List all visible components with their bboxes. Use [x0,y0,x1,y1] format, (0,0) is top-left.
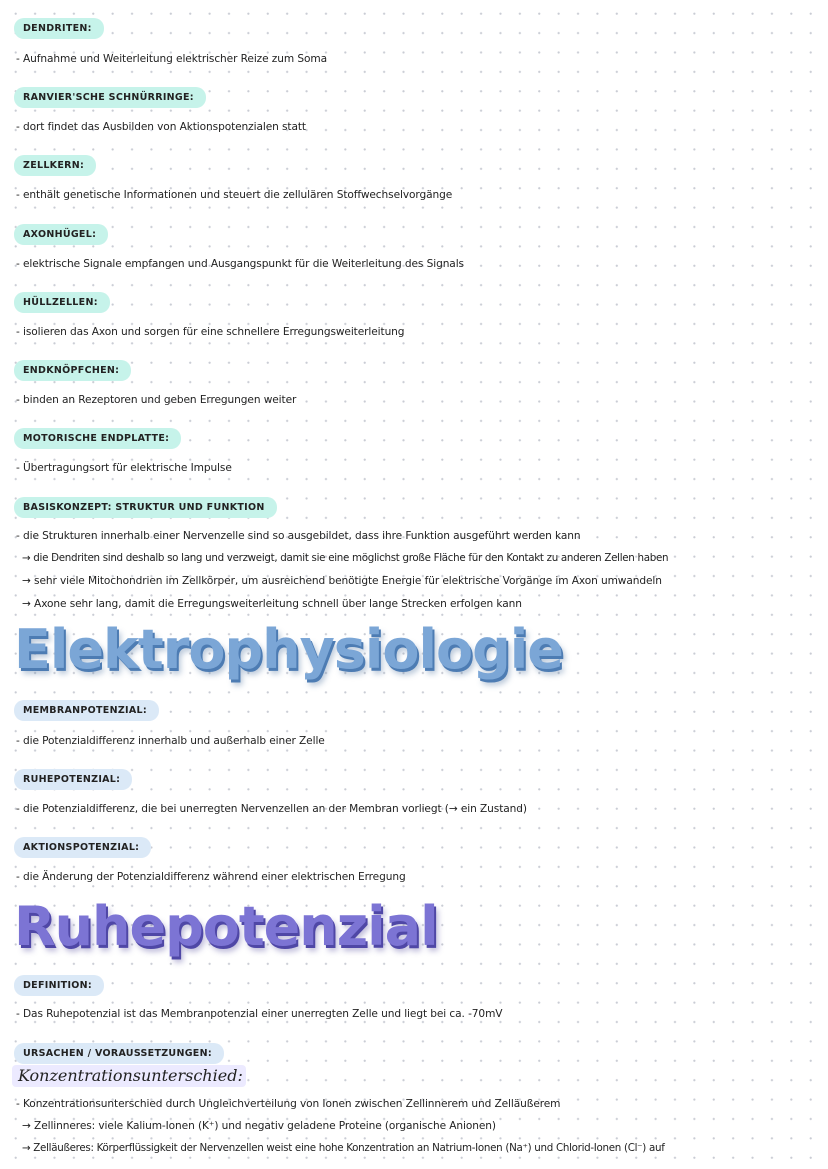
text-ursachen-sub2: → Zelläußeres: Körperflüssigkeit der Nervenzellen weist eine hohe Konzentration an Natrium-Ionen (Na⁺) und Chlorid-Ionen (Cl⁻) auf [22,1142,665,1154]
text-ruhepotenzial: - die Potenzialdifferenz, die bei unerregten Nervenzellen an der Membran vorliegt (→ ein Zustand) [16,803,527,815]
label-membranpotenzial: MEMBRANPOTENZIAL: [14,700,159,721]
text-basiskonzept-sub1: → die Dendriten sind deshalb so lang und verzweigt, damit sie eine möglichst große Fläche für den Kontakt zu anderen Zellen haben [22,552,669,564]
label-huellzellen: HÜLLZELLEN: [14,292,110,313]
text-huellzellen: - isolieren das Axon und sorgen für eine schnellere Erregungsweiterleitung [16,326,405,338]
text-ursachen: - Konzentrationsunterschied durch Ungleichverteilung von Ionen zwischen Zellinnerem und Zelläußerem [16,1098,561,1110]
text-motorische-endplatte: - Übertragungsort für elektrische Impulse [16,462,232,474]
text-definition: - Das Ruhepotenzial ist das Membranpotenzial einer unerregten Zelle und liegt bei ca. -70mV [16,1008,503,1020]
text-ranvier: - dort findet das Ausbilden von Aktionspotenzialen statt [16,121,306,133]
label-axonhuegel: AXONHÜGEL: [14,224,108,245]
text-axonhuegel: - elektrische Signale empfangen und Ausgangspunkt für die Weiterleitung des Signals [16,258,464,270]
text-zellkern: - enthält genetische Informationen und steuert die zellulären Stoffwechselvorgänge [16,189,453,201]
label-ruhepotenzial: RUHEPOTENZIAL: [14,769,132,790]
label-ursachen: URSACHEN / VORAUSSETZUNGEN: [14,1043,224,1064]
handwritten-konzentrationsunterschied: Konzentrationsunterschied: [18,1066,243,1085]
label-endknoepfchen: ENDKNÖPFCHEN: [14,360,131,381]
title-elektrophysiologie: Elektrophysiologie [14,618,563,681]
label-definition: DEFINITION: [14,975,104,996]
text-aktionspotenzial: - die Änderung der Potenzialdifferenz während einer elektrischen Erregung [16,871,406,883]
label-ranvier: RANVIER'SCHE SCHNÜRRINGE: [14,87,206,108]
label-zellkern: ZELLKERN: [14,155,96,176]
text-basiskonzept-sub3: → Axone sehr lang, damit die Erregungsweiterleitung schnell über lange Strecken erfolgen kann [22,598,522,610]
label-aktionspotenzial: AKTIONSPOTENZIAL: [14,837,151,858]
label-basiskonzept: BASISKONZEPT: STRUKTUR UND FUNKTION [14,497,277,518]
text-membranpotenzial: - die Potenzialdifferenz innerhalb und außerhalb einer Zelle [16,735,325,747]
text-ursachen-sub1: → Zellinneres: viele Kalium-Ionen (K⁺) und negativ geladene Proteine (organische Anionen) [22,1120,496,1132]
text-dendriten: - Aufnahme und Weiterleitung elektrischer Reize zum Soma [16,53,327,65]
label-dendriten: DENDRITEN: [14,18,104,39]
text-basiskonzept-sub2: → sehr viele Mitochondrien im Zellkörper, um ausreichend benötigte Energie für elektrische Vorgänge im Axon umwandeln [22,575,662,587]
label-motorische-endplatte: MOTORISCHE ENDPLATTE: [14,428,181,449]
title-ruhepotenzial: Ruhepotenzial [14,895,438,958]
text-basiskonzept: - die Strukturen innerhalb einer Nervenzelle sind so ausgebildet, dass ihre Funktion ausgeführt werden kann [16,530,581,542]
text-endknoepfchen: - binden an Rezeptoren und geben Erregungen weiter [16,394,297,406]
